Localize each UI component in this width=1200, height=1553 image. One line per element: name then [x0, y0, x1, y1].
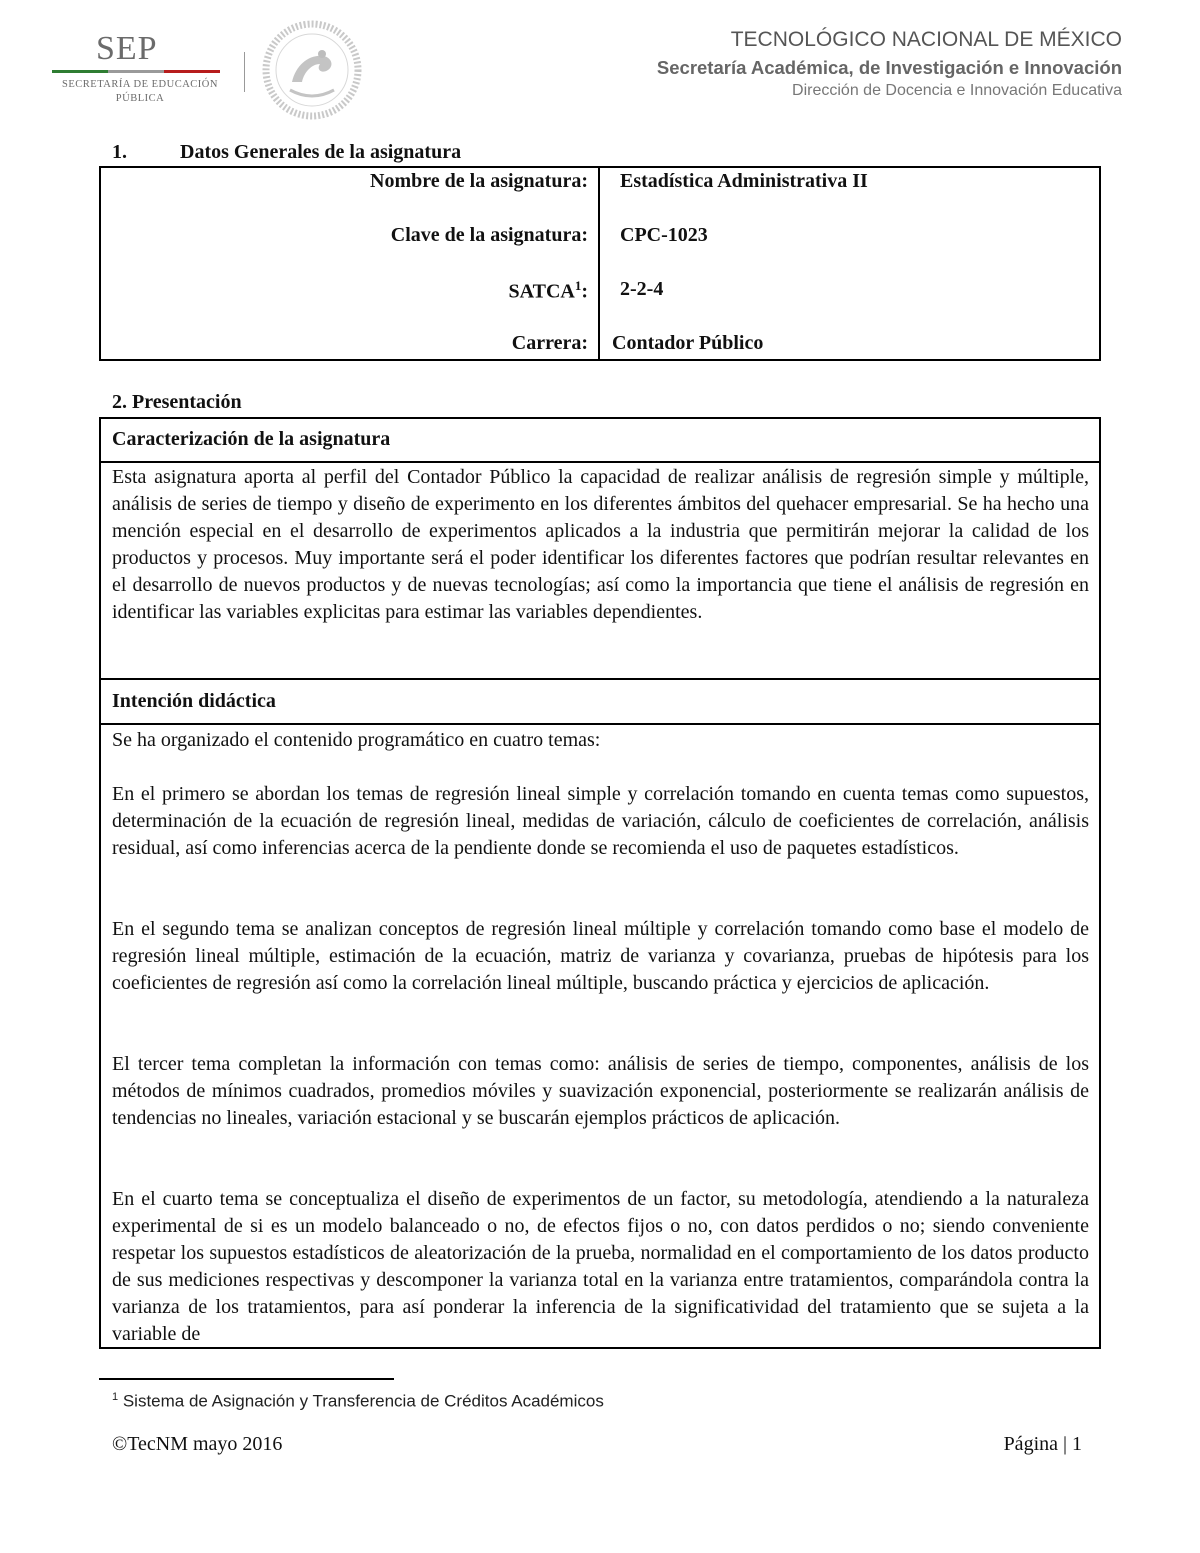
- intention-paragraph-4: El tercer tema completan la información con temas como: análisis de series de tiempo, componentes, análisis de los métodos de mínimos cuadrados, promedios móviles y suavización exponencial, posteriormente se realizarán análisis de tendencias no lineales, variación estacional y se buscarán ejemplos prácticos de aplicación.: [112, 1053, 1089, 1129]
- satca-value: 2-2-4: [620, 278, 664, 300]
- footnote-separator: [99, 1378, 394, 1380]
- intention-heading: Intención didáctica: [112, 690, 276, 712]
- section2-heading: 2. Presentación: [112, 391, 242, 413]
- subject-name-label: Nombre de la asignatura:: [370, 170, 588, 192]
- section1-number: 1.: [112, 141, 127, 163]
- footnote-text: Sistema de Asignación y Transferencia de Créditos Académicos: [118, 1391, 604, 1411]
- sep-logo-bar: [52, 70, 220, 73]
- intention-paragraph-1: Se ha organizado el contenido programático en cuatro temas:: [112, 729, 601, 751]
- secretariat-name: Secretaría Académica, de Investigación e Innovación: [656, 57, 1122, 78]
- subject-name-value: Estadística Administrativa II: [620, 170, 868, 192]
- subject-key-label: Clave de la asignatura:: [390, 224, 588, 246]
- satca-label-colon: :: [581, 280, 588, 303]
- section1-heading: [112, 141, 461, 164]
- box-bottom-edge: [99, 1347, 1101, 1349]
- career-label: Carrera:: [511, 332, 588, 354]
- characterization-heading: Caracterización de la asignatura: [112, 428, 391, 450]
- direction-name: Dirección de Docencia e Innovación Educativa: [792, 82, 1122, 99]
- general-data-table: [99, 166, 1101, 361]
- satca-label-text: SATCA: [508, 280, 575, 303]
- national-seal-icon: [262, 20, 362, 120]
- intention-top-divider: [99, 678, 1101, 680]
- intention-paragraph-2: En el primero se abordan los temas de regresión lineal simple y correlación tomando en cuenta temas como supuestos, determinación de la ecuación de regresión lineal, medidas de variación, cálculo de coeficientes de correlación, análisis residual, así como inferencias acerca de la pendiente donde se recomienda el uso de paquetes estadísticos.: [112, 783, 1089, 859]
- table-column-divider: [598, 166, 600, 361]
- footnote-marker: 1: [112, 1391, 119, 1403]
- institution-name: TECNOLÓGICO NACIONAL DE MÉXICO: [730, 28, 1122, 51]
- logo-divider: [244, 52, 245, 92]
- subject-key-value: CPC-1023: [620, 224, 708, 246]
- footnote: [112, 1391, 604, 1412]
- intention-divider: [99, 723, 1101, 725]
- intention-paragraph-5: En el cuarto tema se conceptualiza el diseño de experimentos de un factor, su metodología, atendiendo a la naturaleza experimental de si es un modelo balanceado o no, de efectos fijos o no, con datos perdidos o no; siendo conveniente respetar los supuestos estadísticos de aleatorización de la prueba, normalidad en el comportamiento de los datos producto de sus mediciones respectivas y descomponer la varianza total en la varianza entre tratamientos, comparándola contra la varianza de los tratamientos, para así ponderar la inferencia de la significatividad del tratamiento que se sujeta a la variable de: [112, 1188, 1089, 1345]
- sep-logo-text: SEP: [96, 30, 158, 67]
- intention-paragraph-3: En el segundo tema se analizan conceptos de regresión lineal múltiple y correlación tomando como base el modelo de regresión lineal múltiple, estimación de la ecuación, matriz de varianza y covarianza, pruebas de hipótesis para los coeficientes de regresión así como la correlación lineal múltiple, buscando práctica y ejercicios de aplicación.: [112, 918, 1089, 994]
- sep-logo-subtitle: SECRETARÍA DE EDUCACIÓN PÚBLICA: [62, 79, 218, 104]
- satca-label: [509, 278, 588, 304]
- footer-page-number: Página | 1: [1003, 1433, 1082, 1455]
- footer-copyright: ©TecNM mayo 2016: [112, 1433, 283, 1455]
- section1-title: Datos Generales de la asignatura: [180, 141, 462, 163]
- career-value: Contador Público: [612, 332, 764, 354]
- satca-footnote-marker[interactable]: 1: [574, 278, 582, 293]
- characterization-divider: [99, 461, 1101, 463]
- characterization-text: Esta asignatura aporta al perfil del Contador Público la capacidad de realizar análisis de regresión simple y múltiple, análisis de series de tiempo y diseño de experimento en los diferentes ámbitos del quehacer empresarial. Se ha hecho una mención especial en el desarrollo de experimentos aplicados a la industria que permitirán mejorar la calidad de los productos y procesos. Muy importante será el poder identificar los diferentes factores que podrían resultar relevantes en el desarrollo de nuevos productos y de nuevas tecnologías; así como la importancia que tiene el análisis de regresión en identificar las variables explicitas para estimar las variables dependientes.: [112, 466, 1089, 623]
